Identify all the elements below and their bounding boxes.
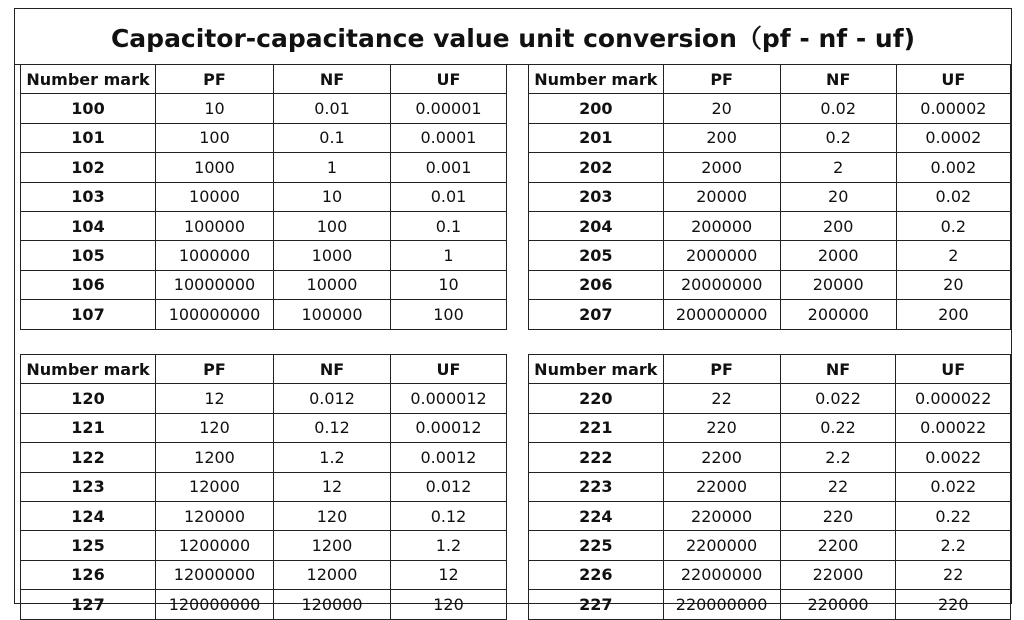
number-mark-cell: 206 [529, 270, 664, 299]
table-row [529, 182, 1011, 211]
uf-cell: 10 [391, 270, 507, 299]
uf-cell: 22 [896, 560, 1011, 589]
table-row [21, 531, 507, 560]
nf-cell: 1200 [274, 531, 391, 560]
number-mark-cell: 126 [21, 560, 156, 589]
table-row [529, 300, 1011, 329]
uf-cell: 0.12 [391, 501, 507, 530]
pf-cell: 10 [156, 94, 274, 123]
table-header-row [21, 355, 507, 384]
uf-cell: 0.1 [391, 211, 507, 240]
number-mark-cell: 207 [529, 300, 664, 329]
number-mark-cell: 203 [529, 182, 664, 211]
nf-cell: 12000 [274, 560, 391, 589]
uf-cell: 100 [391, 300, 507, 329]
conversion-table-220-series [528, 354, 1011, 620]
table-row [21, 241, 507, 270]
header-uf: UF [391, 355, 507, 384]
number-mark-cell: 226 [529, 560, 664, 589]
uf-cell: 220 [896, 590, 1011, 619]
pf-cell: 220000 [663, 501, 780, 530]
pf-cell: 1000 [156, 153, 274, 182]
table-row [529, 211, 1011, 240]
number-mark-cell: 124 [21, 501, 156, 530]
conversion-table-200-series [528, 64, 1011, 330]
number-mark-cell: 200 [529, 94, 664, 123]
uf-cell: 0.0001 [391, 123, 507, 152]
pf-cell: 200 [663, 123, 780, 152]
nf-cell: 0.2 [780, 123, 896, 152]
number-mark-cell: 220 [529, 384, 664, 413]
header-uf: UF [896, 355, 1011, 384]
number-mark-cell: 125 [21, 531, 156, 560]
table-row [21, 472, 507, 501]
number-mark-cell: 105 [21, 241, 156, 270]
number-mark-cell: 122 [21, 443, 156, 472]
table-row [529, 270, 1011, 299]
pf-cell: 12000 [156, 472, 274, 501]
nf-cell: 22000 [780, 560, 896, 589]
nf-cell: 100 [274, 211, 391, 240]
header-nf: NF [274, 65, 391, 94]
pf-cell: 12 [156, 384, 274, 413]
pf-cell: 22000 [663, 472, 780, 501]
table-row [21, 182, 507, 211]
table-row [21, 94, 507, 123]
conversion-table-120-series [20, 354, 507, 620]
pf-cell: 1200 [156, 443, 274, 472]
pf-cell: 220000000 [663, 590, 780, 619]
header-pf: PF [663, 355, 780, 384]
pf-cell: 2000000 [663, 241, 780, 270]
table-row [21, 123, 507, 152]
number-mark-cell: 121 [21, 413, 156, 442]
table-header-row [21, 65, 507, 94]
table-row [21, 590, 507, 619]
number-mark-cell: 204 [529, 211, 664, 240]
number-mark-cell: 225 [529, 531, 664, 560]
number-mark-cell: 100 [21, 94, 156, 123]
table-row [529, 123, 1011, 152]
uf-cell: 0.000012 [391, 384, 507, 413]
uf-cell: 0.002 [896, 153, 1010, 182]
pf-cell: 120000 [156, 501, 274, 530]
pf-cell: 22 [663, 384, 780, 413]
nf-cell: 1 [274, 153, 391, 182]
number-mark-cell: 107 [21, 300, 156, 329]
nf-cell: 220 [780, 501, 896, 530]
table-row [529, 413, 1011, 442]
pf-cell: 10000000 [156, 270, 274, 299]
header-nf: NF [274, 355, 391, 384]
nf-cell: 120 [274, 501, 391, 530]
table-row [529, 153, 1011, 182]
nf-cell: 0.022 [780, 384, 896, 413]
uf-cell: 120 [391, 590, 507, 619]
number-mark-cell: 205 [529, 241, 664, 270]
nf-cell: 20000 [780, 270, 896, 299]
pf-cell: 2200 [663, 443, 780, 472]
header-number-mark: Number mark [21, 65, 156, 94]
table-row [529, 472, 1011, 501]
pf-cell: 120000000 [156, 590, 274, 619]
pf-cell: 12000000 [156, 560, 274, 589]
nf-cell: 0.1 [274, 123, 391, 152]
uf-cell: 0.00001 [391, 94, 507, 123]
uf-cell: 0.0012 [391, 443, 507, 472]
uf-cell: 200 [896, 300, 1010, 329]
pf-cell: 2200000 [663, 531, 780, 560]
uf-cell: 2.2 [896, 531, 1011, 560]
pf-cell: 100000 [156, 211, 274, 240]
pf-cell: 10000 [156, 182, 274, 211]
table-row [21, 211, 507, 240]
number-mark-cell: 221 [529, 413, 664, 442]
number-mark-cell: 201 [529, 123, 664, 152]
nf-cell: 0.01 [274, 94, 391, 123]
uf-cell: 0.01 [391, 182, 507, 211]
table-row [21, 153, 507, 182]
nf-cell: 20 [780, 182, 896, 211]
uf-cell: 0.00012 [391, 413, 507, 442]
nf-cell: 200 [780, 211, 896, 240]
number-mark-cell: 224 [529, 501, 664, 530]
table-row [21, 560, 507, 589]
pf-cell: 200000000 [663, 300, 780, 329]
table-row [21, 270, 507, 299]
pf-cell: 22000000 [663, 560, 780, 589]
number-mark-cell: 104 [21, 211, 156, 240]
uf-cell: 2 [896, 241, 1010, 270]
number-mark-cell: 106 [21, 270, 156, 299]
number-mark-cell: 127 [21, 590, 156, 619]
nf-cell: 100000 [274, 300, 391, 329]
pf-cell: 120 [156, 413, 274, 442]
uf-cell: 0.022 [896, 472, 1011, 501]
nf-cell: 1000 [274, 241, 391, 270]
table-row [529, 560, 1011, 589]
uf-cell: 1.2 [391, 531, 507, 560]
table-row [21, 300, 507, 329]
table-row [529, 443, 1011, 472]
pf-cell: 200000 [663, 211, 780, 240]
table-row [529, 384, 1011, 413]
uf-cell: 0.00002 [896, 94, 1010, 123]
header-nf: NF [780, 65, 896, 94]
table-row [529, 531, 1011, 560]
table-row [529, 501, 1011, 530]
uf-cell: 0.000022 [896, 384, 1011, 413]
nf-cell: 12 [274, 472, 391, 501]
nf-cell: 1.2 [274, 443, 391, 472]
table-row [529, 590, 1011, 619]
uf-cell: 0.02 [896, 182, 1010, 211]
header-pf: PF [663, 65, 780, 94]
conversion-sheet [14, 8, 1012, 614]
header-uf: UF [391, 65, 507, 94]
uf-cell: 1 [391, 241, 507, 270]
table-row [529, 241, 1011, 270]
uf-cell: 0.0002 [896, 123, 1010, 152]
uf-cell: 12 [391, 560, 507, 589]
number-mark-cell: 102 [21, 153, 156, 182]
pf-cell: 2000 [663, 153, 780, 182]
header-uf: UF [896, 65, 1010, 94]
nf-cell: 0.02 [780, 94, 896, 123]
table-row [21, 413, 507, 442]
uf-cell: 20 [896, 270, 1010, 299]
nf-cell: 2200 [780, 531, 896, 560]
table-row [529, 94, 1011, 123]
nf-cell: 120000 [274, 590, 391, 619]
nf-cell: 10 [274, 182, 391, 211]
number-mark-cell: 101 [21, 123, 156, 152]
uf-cell: 0.2 [896, 211, 1010, 240]
nf-cell: 2000 [780, 241, 896, 270]
pf-cell: 20000000 [663, 270, 780, 299]
nf-cell: 10000 [274, 270, 391, 299]
header-pf: PF [156, 355, 274, 384]
header-number-mark: Number mark [529, 355, 664, 384]
nf-cell: 220000 [780, 590, 896, 619]
number-mark-cell: 222 [529, 443, 664, 472]
nf-cell: 0.22 [780, 413, 896, 442]
nf-cell: 200000 [780, 300, 896, 329]
pf-cell: 20 [663, 94, 780, 123]
nf-cell: 0.012 [274, 384, 391, 413]
uf-cell: 0.22 [896, 501, 1011, 530]
table-header-row [529, 65, 1011, 94]
table-row [21, 443, 507, 472]
number-mark-cell: 103 [21, 182, 156, 211]
uf-cell: 0.001 [391, 153, 507, 182]
number-mark-cell: 202 [529, 153, 664, 182]
header-pf: PF [156, 65, 274, 94]
nf-cell: 2 [780, 153, 896, 182]
nf-cell: 0.12 [274, 413, 391, 442]
pf-cell: 1200000 [156, 531, 274, 560]
header-number-mark: Number mark [529, 65, 664, 94]
uf-cell: 0.0022 [896, 443, 1011, 472]
header-number-mark: Number mark [21, 355, 156, 384]
nf-cell: 2.2 [780, 443, 896, 472]
number-mark-cell: 123 [21, 472, 156, 501]
table-row [21, 501, 507, 530]
nf-cell: 22 [780, 472, 896, 501]
table-header-row [529, 355, 1011, 384]
number-mark-cell: 227 [529, 590, 664, 619]
uf-cell: 0.012 [391, 472, 507, 501]
conversion-table-100-series [20, 64, 507, 330]
pf-cell: 1000000 [156, 241, 274, 270]
pf-cell: 20000 [663, 182, 780, 211]
uf-cell: 0.00022 [896, 413, 1011, 442]
number-mark-cell: 223 [529, 472, 664, 501]
pf-cell: 100 [156, 123, 274, 152]
pf-cell: 100000000 [156, 300, 274, 329]
number-mark-cell: 120 [21, 384, 156, 413]
page-title: Capacitor-capacitance value unit conversion（pf - nf - uf) [15, 9, 1011, 65]
header-nf: NF [780, 355, 896, 384]
table-row [21, 384, 507, 413]
pf-cell: 220 [663, 413, 780, 442]
